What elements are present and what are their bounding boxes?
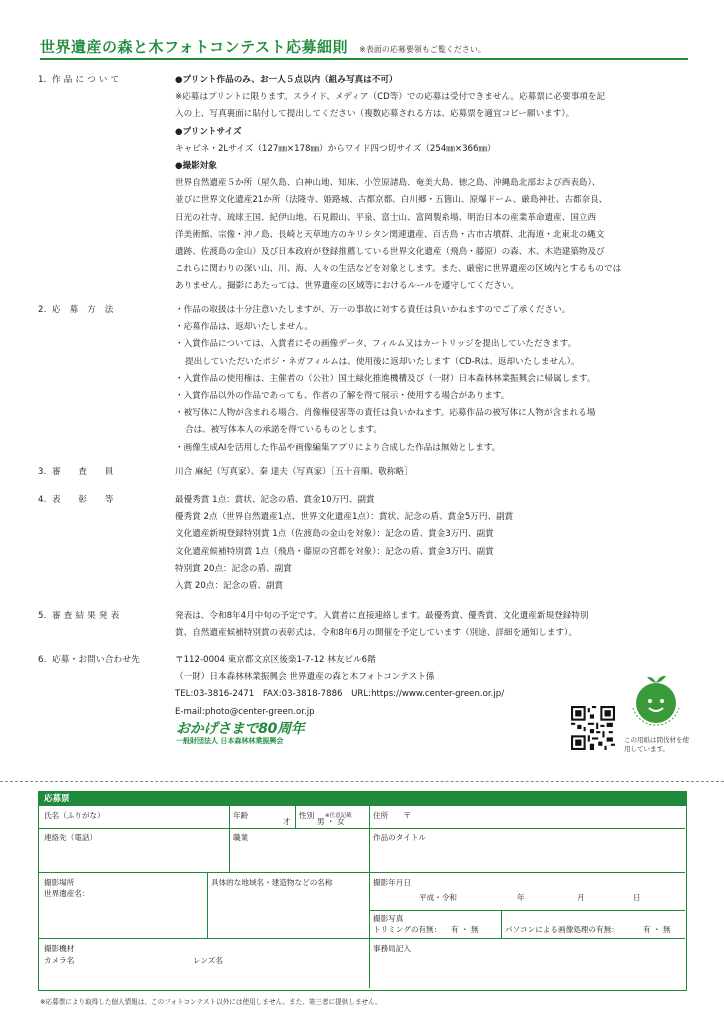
text-line: 特別賞 20点：記念の盾、副賞 <box>175 563 292 574</box>
specific-place-field[interactable] <box>207 872 369 938</box>
text-line: 入の上、写真裏面に貼付して提出してください（複数応募される方は、応募票を適宜コピー願います）。 <box>175 109 575 120</box>
form-rule <box>501 910 502 938</box>
text-line: 入賞 20点：記念の盾、副賞 <box>175 581 284 592</box>
heritage-field[interactable] <box>39 872 207 938</box>
text-line: 発表は、令和8年4月中旬の予定です。入賞者に直接連絡します。最優秀賞、優秀賞、文化遺産新規登録特別 <box>175 611 589 621</box>
office-use-label: 事務局記入 <box>373 944 411 953</box>
contact-field-label: 連絡先（電話） <box>44 833 98 842</box>
month-unit: 月 <box>577 893 585 902</box>
organization-line: （一財）日本森林林業振興会 世界遺産の森と木フォトコンテスト係 <box>175 672 435 683</box>
text-line: 最優秀賞 1点：賞状、記念の盾、賞金10万円、副賞 <box>175 495 375 505</box>
text-line: ・入賞作品については、入賞者にその画像データ、フィルム又はカートリッジを提出していただきます。 <box>175 339 577 350</box>
text-line: ・応募作品は、返却いたしません。 <box>175 322 314 333</box>
day-unit: 日 <box>633 893 641 902</box>
cut-line <box>0 781 724 782</box>
title-divider <box>40 58 688 60</box>
text-line: 川合 麻紀（写真家）、秦 達夫（写真家）［五十音順、敬称略］ <box>175 467 413 477</box>
sex-field-label: 性別 <box>299 811 315 820</box>
address-field-label: 住所 〒 <box>373 811 411 820</box>
name-field-label: 氏名（ふりがな） <box>44 811 105 820</box>
text-line: ・入賞作品の使用権は、主催者の（公社）国土緑化推進機構及び（一財）日本森林林業振興会に帰属します。 <box>175 373 596 384</box>
section-label: 2. 応 募 方 法 <box>38 305 114 315</box>
eco-paper-note: この用紙は間伐材を使用しています。 <box>624 736 689 753</box>
phone-url-line[interactable]: TEL:03-3816-2471 FAX:03-3818-7886 URL:https://www.center-green.or.jp/ <box>175 689 505 700</box>
section-body <box>175 302 688 457</box>
text-line: ●プリント作品のみ、お一人５点以内（組み写真は不可） <box>175 75 398 85</box>
section-results <box>38 608 688 644</box>
pc-edit-label: パソコンによる画像処理の有無： <box>505 925 619 934</box>
section-body <box>175 608 688 642</box>
text-line: 合は、被写体本人の承諾を得ているものとします。 <box>185 425 382 436</box>
page-title: 世界遺産の森と木フォトコンテスト応募細則 <box>40 38 349 56</box>
section-label: 4. 表 彰 等 <box>38 495 114 505</box>
photo-label: 撮影写真 <box>373 914 404 923</box>
equipment-label: 撮影機材 <box>44 944 75 953</box>
form-header: 応募票 <box>39 792 686 806</box>
text-line: キャビネ・2Lサイズ（127㎜×178㎜）からワイド四つ切サイズ（254㎜×366㎜） <box>175 143 496 154</box>
text-line: 並びに世界文化遺産21か所（法隆寺、姫路城、古都京都、白川郷・五箇山、原爆ドーム、厳島神社、古都奈良、 <box>175 195 608 206</box>
anniversary-logo-org: 一般財団法人 日本森林林業振興会 <box>176 737 284 745</box>
section-works <box>38 72 688 296</box>
text-line: ●プリントサイズ <box>175 126 242 137</box>
section-label: 1. 作 品 に つ い て <box>38 75 120 85</box>
green-fund-logo-icon <box>625 670 687 732</box>
text-line: 洋美術館、宗像・沖ノ島、長崎と天草地方のキリシタン関連遺産、百舌鳥・古市古墳群、北海道・北東北の縄文 <box>175 229 605 240</box>
text-line: ・被写体に人物が含まれる場合、肖像権侵害等の責任は負いかねます。応募作品の被写体に人物が含まれる場 <box>175 408 596 419</box>
text-line: ●撮影対象 <box>175 161 217 172</box>
shoot-date-label: 撮影年月日 <box>373 878 411 887</box>
section-body <box>175 492 688 595</box>
trimming-options[interactable]: 有 ・ 無 <box>451 925 479 934</box>
email-link[interactable]: E-mail:photo@center-green.or.jp <box>175 706 315 717</box>
text-line: 文化遺産候補特別賞 1点（飛鳥・藤原の宮都を対象）：記念の盾、賞金3万円、副賞 <box>175 546 494 557</box>
qr-code-icon[interactable] <box>571 706 615 750</box>
equipment-field[interactable] <box>39 938 369 988</box>
section-judges <box>38 464 688 484</box>
text-line: ・作品の取扱は十分注意いたしますが、万一の事故に対する責任は負いかねますのでご了承ください。 <box>175 305 571 315</box>
text-line: 提出していただいたポジ・ネガフィルムは、使用後に返却いたします（CD-Rは、返却いたしません）。 <box>185 356 580 367</box>
privacy-footnote: ※応募票により取得した個人情報は、このフォトコンテスト以外には使用しません。また、第三者に提供しません。 <box>40 998 382 1006</box>
sex-options[interactable]: 男 ・ 女 <box>317 817 345 826</box>
section-label: 6. 応募・お問い合わせ先 <box>38 655 140 665</box>
pc-edit-options[interactable]: 有 ・ 無 <box>643 925 671 934</box>
heritage-field-label: 世界遺産名： <box>44 889 90 898</box>
address-line: 〒112-0004 東京都文京区後楽1-7-12 林友ビル6階 <box>175 655 376 665</box>
text-line: 日光の社寺、琉球王国、紀伊山地、石見銀山、平泉、富士山、富岡製糸場、明治日本の産業革命遺産、国立西 <box>175 212 597 223</box>
specific-place-label: 具体的な地域名・建造物などの名称 <box>211 878 333 887</box>
place-field-label: 撮影場所 <box>44 878 75 887</box>
section-body <box>175 464 688 481</box>
text-line: 世界自然遺産５か所（屋久島、白神山地、知床、小笠原諸島、奄美大島、徳之島、沖縄島北部および西表島）、 <box>175 178 601 189</box>
form-rule <box>295 806 296 828</box>
text-line: 遺跡、佐渡島の金山）及び日本政府が登録推薦している世界文化遺産（飛鳥・藤原）の森、木、木造建築物及び <box>175 247 605 258</box>
section-body <box>175 72 688 296</box>
text-line: ありません。撮影にあたっては、世界遺産の区域等におけるルールを遵守してください。 <box>175 281 520 292</box>
text-line: 賞、自然遺産候補特別賞の表彰式は、令和8年6月の開催を予定しています（別途、詳細を通知します）。 <box>175 628 577 639</box>
section-label: 5. 審 査 結 果 発 表 <box>38 611 120 621</box>
title-note: ※表面の応募要領もご覧ください。 <box>359 45 486 54</box>
age-field-label: 年齢 <box>233 811 249 820</box>
age-field[interactable] <box>229 806 295 828</box>
text-line: 文化遺産新規登録特別賞 1点（佐渡島の金山を対象）：記念の盾、賞金3万円、副賞 <box>175 529 494 540</box>
lens-label: レンズ名 <box>193 956 223 965</box>
text-line: ・入賞作品以外の作品であっても、作者の了解を得て展示・使用する場合があります。 <box>175 391 510 402</box>
text-line: ※応募はプリントに限ります。スライド、メディア（CD等）での応募は受付できません。応募票に必要事項を記 <box>175 92 606 103</box>
trimming-label: トリミングの有無： <box>373 925 442 934</box>
text-line: これらに関わりの深い山、川、海、人々の生活などを対象とします。また、厳密に世界遺産の区域内とするものでは <box>175 264 622 275</box>
anniversary-logo-text: おかげさまで80周年 <box>176 721 305 737</box>
text-line: 優秀賞 2点（世界自然遺産1点、世界文化遺産1点）：賞状、記念の盾、賞金5万円、副賞 <box>175 512 514 523</box>
name-field[interactable] <box>39 806 229 828</box>
text-line: ・画像生成AIを活用した作品や画像編集アプリにより合成した作品は無効とします。 <box>175 442 501 453</box>
section-label: 3. 審 査 員 <box>38 467 114 477</box>
age-unit: 才 <box>283 817 291 826</box>
sex-note: ※任意記載 <box>325 813 352 819</box>
anniversary-logo <box>176 718 336 754</box>
job-field[interactable] <box>229 828 369 872</box>
section-how-to-apply <box>38 302 688 462</box>
year-unit: 年 <box>517 893 525 902</box>
work-title-label: 作品のタイトル <box>373 833 427 842</box>
entry-form <box>38 791 687 991</box>
section-awards <box>38 492 688 600</box>
contact-field[interactable] <box>39 828 229 872</box>
form-rule <box>369 910 685 911</box>
job-field-label: 職業 <box>233 833 249 842</box>
camera-label: カメラ名 <box>44 956 75 965</box>
era-options[interactable]: 平成・令和 <box>419 893 457 902</box>
